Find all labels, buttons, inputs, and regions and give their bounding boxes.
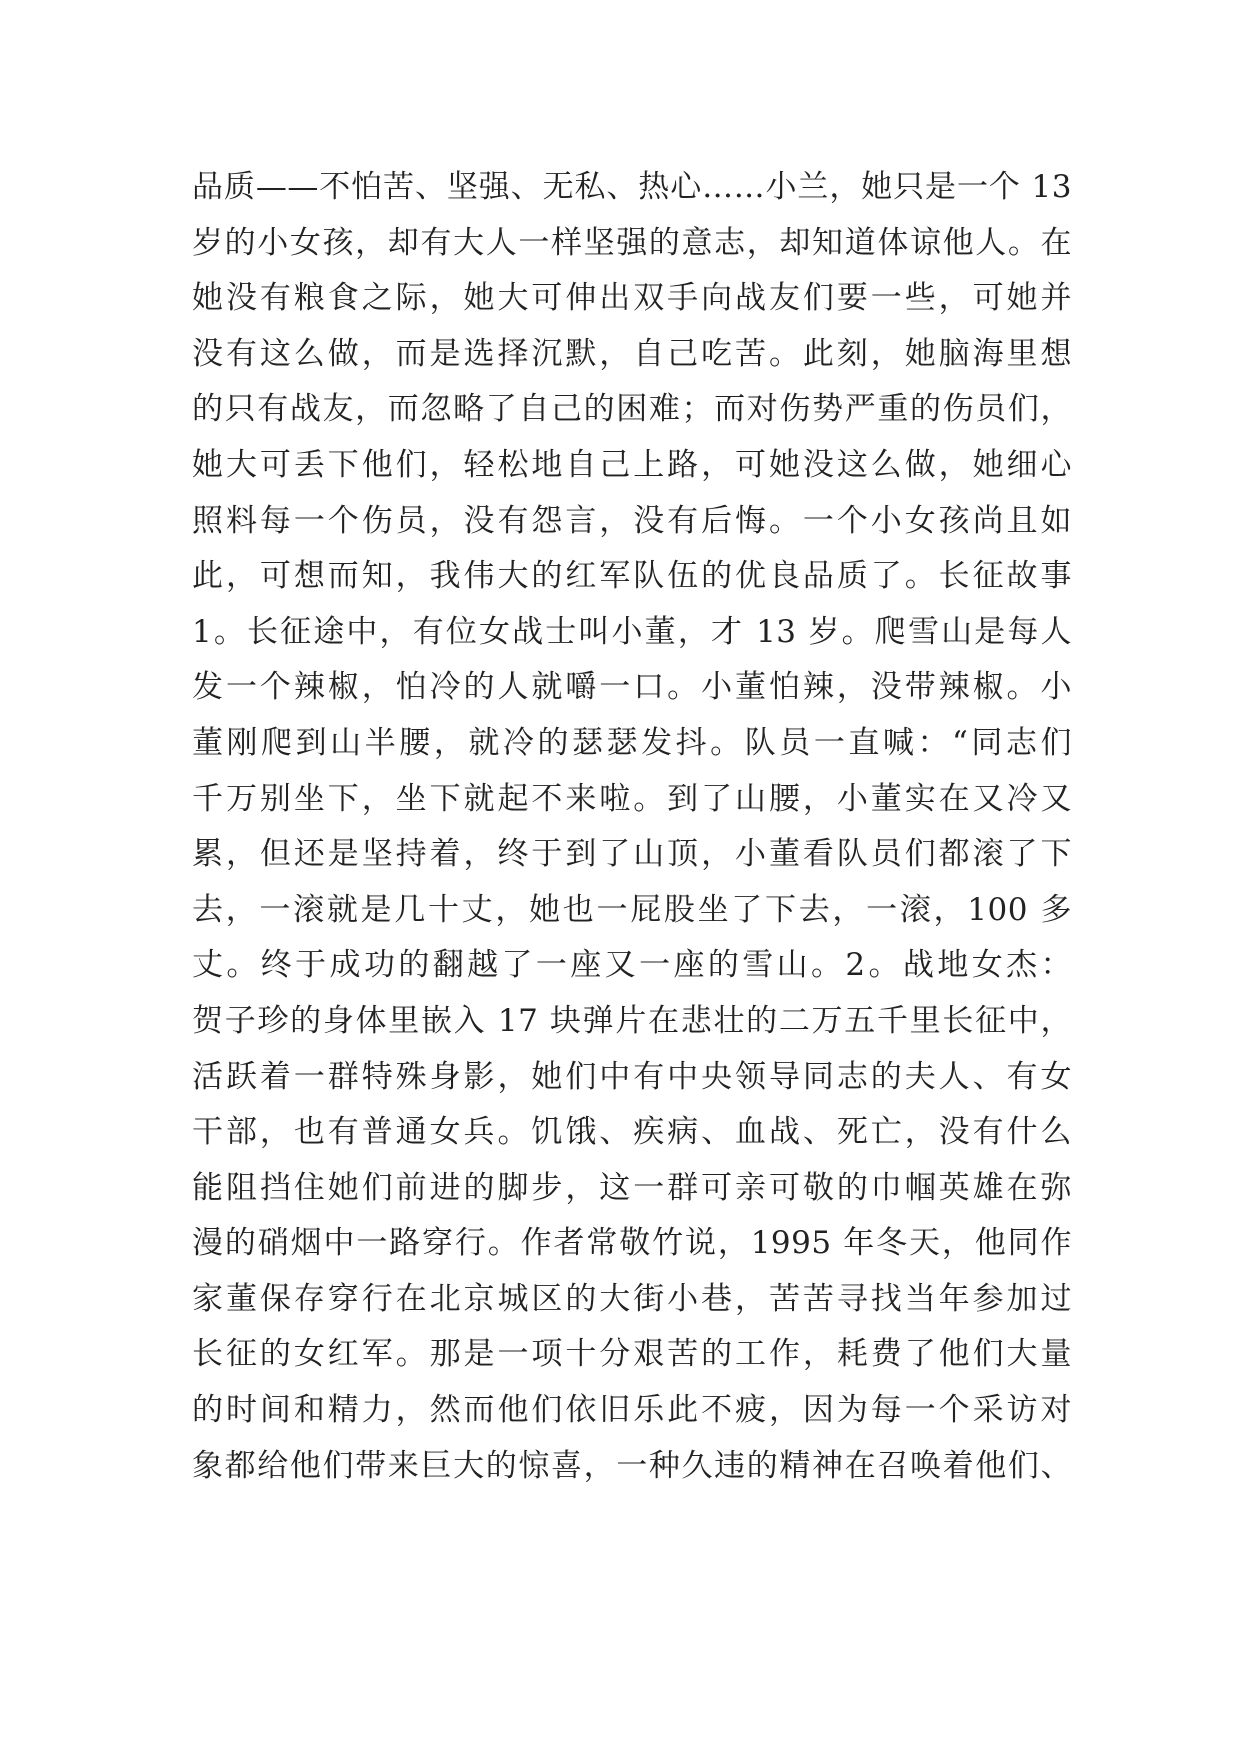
text-line: 照料每一个伤员，没有怨言，没有后悔。一个小女孩尚且如	[192, 502, 1072, 539]
text-line: 漫的硝烟中一路穿行。作者常敬竹说，1995 年冬天，他同作	[192, 1225, 1072, 1262]
text-line: 董刚爬到山半腰，就冷的瑟瑟发抖。队员一直喊：“同志们	[192, 724, 1072, 761]
text-line: 干部，也有普通女兵。饥饿、疾病、血战、死亡，没有什么	[192, 1114, 1072, 1151]
text-line: 活跃着一群特殊身影，她们中有中央领导同志的夫人、有女	[192, 1058, 1072, 1095]
text-line: 长征的女红军。那是一项十分艰苦的工作，耗费了他们大量	[192, 1336, 1072, 1373]
text-line: 去，一滚就是几十丈，她也一屁股坐了下去，一滚，100 多	[192, 891, 1072, 928]
text-line: 此，可想而知，我伟大的红军队伍的优良品质了。长征故事	[192, 558, 1072, 595]
text-line: 她大可丢下他们，轻松地自己上路，可她没这么做，她细心	[192, 446, 1072, 483]
text-line: 的时间和精力，然而他们依旧乐此不疲，因为每一个采访对	[192, 1392, 1072, 1429]
text-line: 象都给他们带来巨大的惊喜，一种久违的精神在召唤着他们、	[192, 1447, 1072, 1484]
text-line: 品质——不怕苦、坚强、无私、热心……小兰，她只是一个 13	[192, 169, 1072, 205]
text-line: 能阻挡住她们前进的脚步，这一群可亲可敬的巾帼英雄在弥	[192, 1169, 1072, 1206]
text-line: 没有这么做，而是选择沉默，自己吃苦。此刻，她脑海里想	[192, 335, 1072, 372]
text-line: 丈。终于成功的翻越了一座又一座的雪山。2。战地女杰：	[192, 947, 1072, 984]
text-line: 发一个辣椒，怕冷的人就嚼一口。小董怕辣，没带辣椒。小	[192, 669, 1072, 706]
text-line: 岁的小女孩，却有大人一样坚强的意志，却知道体谅他人。在	[192, 224, 1072, 261]
text-line: 的只有战友，而忽略了自己的困难；而对伤势严重的伤员们，	[192, 391, 1072, 428]
text-line: 1。长征途中，有位女战士叫小董，才 13 岁。爬雪山是每人	[192, 613, 1072, 650]
text-line: 家董保存穿行在北京城区的大街小巷，苦苦寻找当年参加过	[192, 1280, 1072, 1317]
text-line: 累，但还是坚持着，终于到了山顶，小董看队员们都滚了下	[192, 836, 1072, 873]
text-line: 她没有粮食之际，她大可伸出双手向战友们要一些，可她并	[192, 280, 1072, 317]
text-line: 贺子珍的身体里嵌入 17 块弹片在悲壮的二万五千里长征中，	[192, 1002, 1072, 1039]
text-line: 千万别坐下，坐下就起不来啦。到了山腰，小董实在又冷又	[192, 780, 1072, 817]
body-text	[192, 160, 1072, 1494]
